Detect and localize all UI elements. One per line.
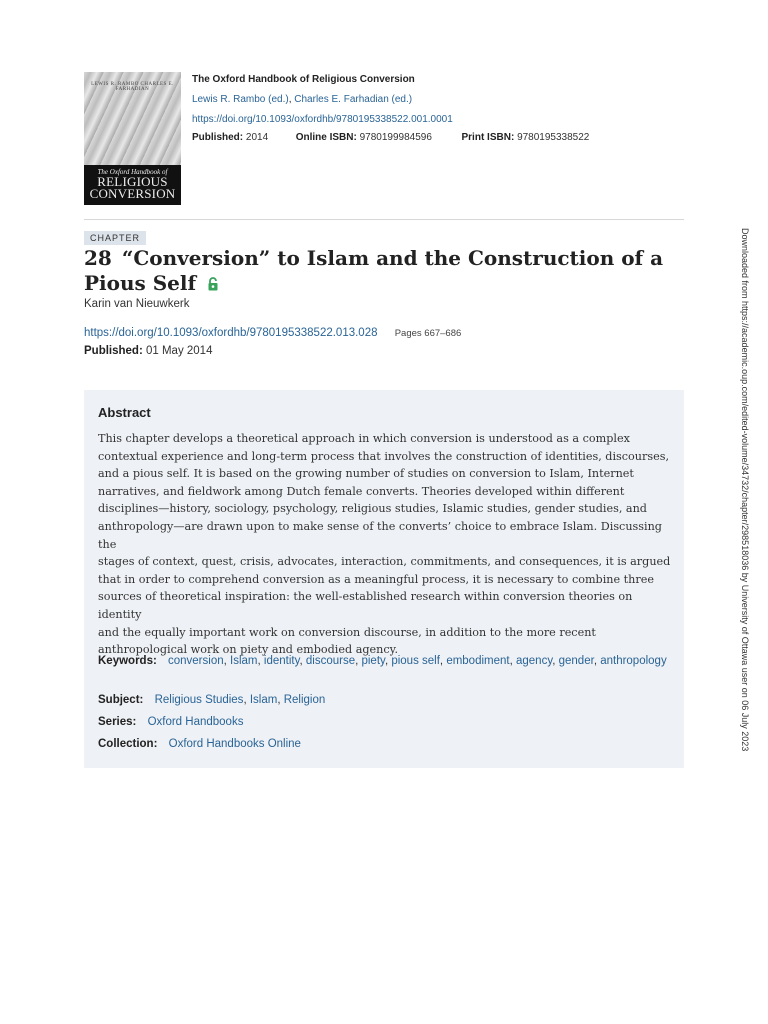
book-publication-info xyxy=(192,130,684,145)
chapter-tag: CHAPTER xyxy=(84,231,146,245)
series-link[interactable]: Oxford Handbooks xyxy=(147,716,244,728)
abstract-line: and the equally important work on conversion discourse, in addition to the more recent xyxy=(98,625,596,639)
cover-title-big-1: RELIGIOUS xyxy=(97,174,168,189)
print-isbn-value: 9780195338522 xyxy=(517,132,590,143)
book-published-label: Published: xyxy=(192,132,244,143)
abstract-line: narratives, and fieldwork among Dutch female converts. Theories developed within different xyxy=(98,484,625,498)
collection-link[interactable]: Oxford Handbooks Online xyxy=(168,738,301,750)
book-cover-image[interactable] xyxy=(84,72,181,205)
abstract-text xyxy=(98,430,672,659)
print-isbn-label: Print ISBN: xyxy=(461,132,515,143)
keywords-row: Keywords: conversion, Islam, identity, discourse, piety, pious self, embodiment, agency, gender, anthropology xyxy=(98,655,667,667)
abstract-section xyxy=(84,390,684,768)
book-header xyxy=(84,72,684,206)
abstract-line: stages of context, quest, crisis, advocates, interaction, commitments, and consequences, it is argued xyxy=(98,555,671,569)
chapter-number: 28 xyxy=(84,246,112,270)
chapter-title-text: “Conversion” to Islam and the Construction of a Pious Self xyxy=(84,246,664,295)
chapter-published-value: 01 May 2014 xyxy=(145,345,213,357)
keyword-link[interactable]: embodiment xyxy=(446,655,510,667)
book-doi xyxy=(192,112,684,130)
series-row xyxy=(98,714,672,731)
book-doi-link[interactable]: https://doi.org/10.1093/oxfordhb/9780195338522.001.0001 xyxy=(192,114,453,125)
collection-row xyxy=(98,736,672,753)
abstract-line: disciplines—history, sociology, psychology, religious studies, Islamic studies, gender studies, and xyxy=(98,502,647,516)
book-published-value: 2014 xyxy=(245,132,269,143)
abstract-line: This chapter develops a theoretical approach in which conversion is understood as a complex xyxy=(98,432,630,445)
subject-label: Subject: xyxy=(98,694,144,706)
download-watermark: Downloaded from https://academic.oup.com/edited-volume/34732/chapter/298518036 by University of Ottawa user on 06 July 2023 xyxy=(740,228,750,752)
keyword-link[interactable]: conversion xyxy=(168,655,224,667)
cover-title-band xyxy=(84,165,181,205)
keyword-link[interactable]: discourse xyxy=(305,655,356,667)
keyword-link[interactable]: identity xyxy=(263,655,300,667)
subject-link[interactable]: Islam xyxy=(249,694,278,706)
keyword-link[interactable]: Islam xyxy=(230,655,258,667)
abstract-heading: Abstract xyxy=(98,405,151,420)
editor-link[interactable]: Charles E. Farhadian (ed.) xyxy=(294,94,413,105)
cover-authors: LEWIS R. RAMBO CHARLES E. FARHADIAN xyxy=(91,82,174,92)
keyword-link[interactable]: pious self xyxy=(391,655,440,667)
book-editors xyxy=(192,92,684,112)
abstract-line: contextual experience and long-term process that involves the construction of identities, discourses, xyxy=(98,449,669,463)
chapter-published xyxy=(84,345,212,357)
book-meta xyxy=(192,72,684,145)
keyword-link[interactable]: piety xyxy=(361,655,385,667)
abstract-line: anthropological work on piety and embodied agency. xyxy=(98,643,399,657)
chapter-doi-row xyxy=(84,327,461,339)
book-title: The Oxford Handbook of Religious Conversion xyxy=(192,74,415,85)
subject-link[interactable]: Religious Studies xyxy=(154,694,244,706)
abstract-line: sources of theoretical inspiration: the well-established research within conversion theories on identity xyxy=(98,590,633,621)
keyword-link[interactable]: agency xyxy=(516,655,553,667)
header-divider xyxy=(84,219,684,220)
chapter-author: Karin van Nieuwkerk xyxy=(84,298,190,310)
chapter-doi-link[interactable]: https://doi.org/10.1093/oxfordhb/9780195338522.013.028 xyxy=(84,327,378,339)
abstract-line: that in order to comprehend conversion as a meaningful process, it is necessary to combine three xyxy=(98,572,654,586)
open-access-lock-icon xyxy=(207,272,219,286)
subject-link[interactable]: Religion xyxy=(283,694,326,706)
chapter-published-label: Published: xyxy=(84,345,143,357)
chapter-title xyxy=(84,246,684,296)
online-isbn-label: Online ISBN: xyxy=(295,132,357,143)
chapter-pages: Pages 667–686 xyxy=(394,328,462,339)
series-label: Series: xyxy=(98,716,137,728)
cover-title-small: The Oxford Handbook of xyxy=(97,168,168,176)
abstract-line: anthropology—are drawn upon to make sense of the converts’ choice to embrace Islam. Discussing the xyxy=(98,519,662,551)
editor-link[interactable]: Lewis R. Rambo (ed.) xyxy=(192,94,289,105)
editor-separator: , xyxy=(288,94,292,105)
collection-label: Collection: xyxy=(98,738,158,750)
subject-row: Subject: Religious Studies, Islam, Religion xyxy=(98,694,326,706)
abstract-line: and a pious self. It is based on the growing number of studies on conversion to Islam, Internet xyxy=(98,467,634,481)
keywords-label: Keywords: xyxy=(98,655,157,667)
keyword-link[interactable]: gender xyxy=(558,655,594,667)
cover-title-big-2: CONVERSION xyxy=(89,186,176,201)
online-isbn-value: 9780199984596 xyxy=(359,132,432,143)
keyword-link[interactable]: anthropology xyxy=(600,655,667,667)
